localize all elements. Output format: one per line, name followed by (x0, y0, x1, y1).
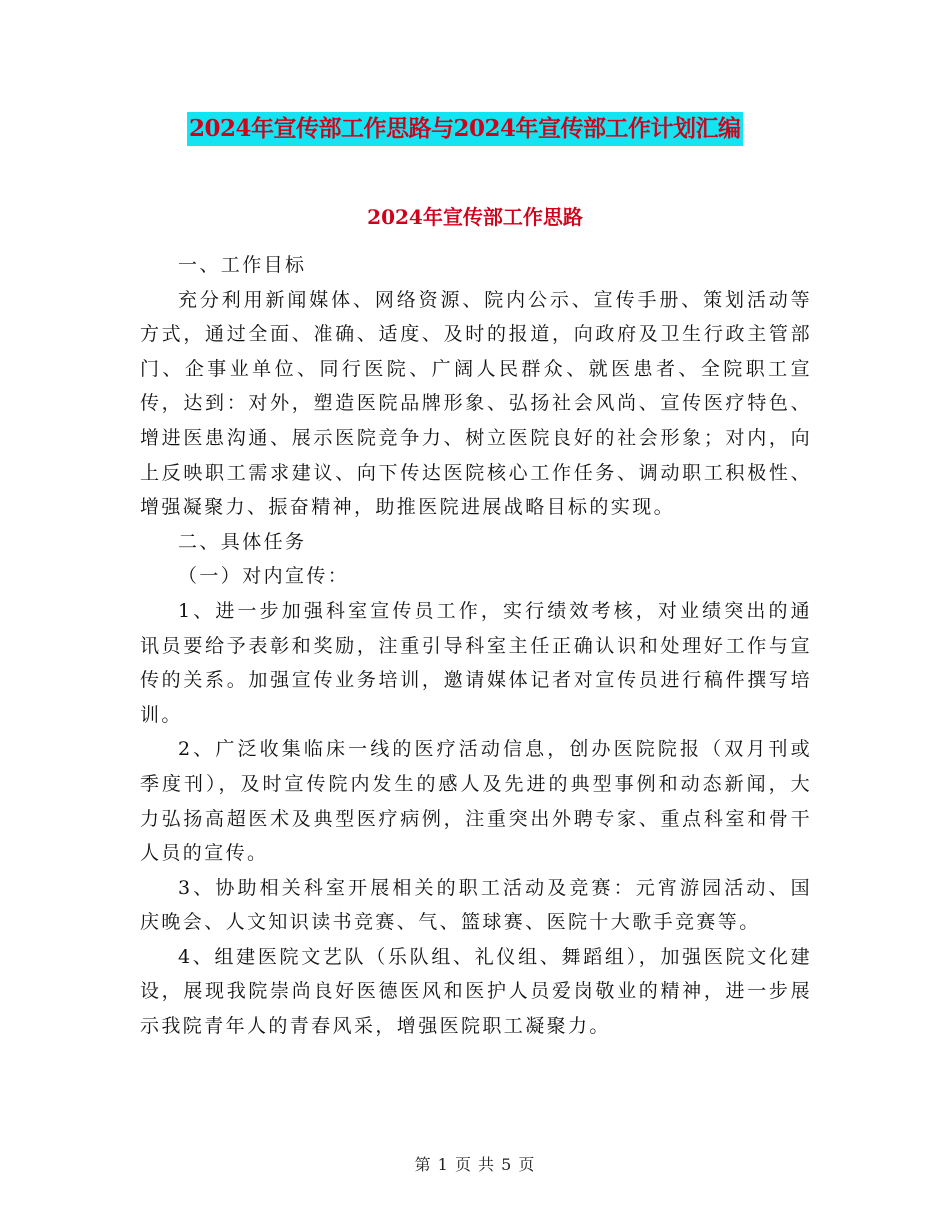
paragraph-task-1: 1、进一步加强科室宣传员工作，实行绩效考核，对业绩突出的通讯员要给予表彰和奖励，注重引导科室主任正确认识和处理好工作与宣传的关系。加强宣传业务培训，邀请媒体记者对宣传员进行稿件撰写培训。 (140, 599, 812, 726)
page-footer: 第 1 页 共 5 页 (414, 1155, 536, 1174)
subheading-internal-publicity: （一）对内宣传： (178, 565, 350, 588)
document-title: 2024年宣传部工作思路与2024年宣传部工作计划汇编 (187, 112, 743, 146)
heading-work-goal: 一、工作目标 (178, 254, 307, 276)
paragraph-work-goal: 充分利用新闻媒体、网络资源、院内公示、宣传手册、策划活动等方式，通过全面、准确、适度、及时的报道，向政府及卫生行政主管部门、企事业单位、同行医院、广阔人民群众、就医患者、全院职工宣传，达到：对外，塑造医院品牌形象、弘扬社会风尚、宣传医疗特色、增进医患沟通、展示医院竞争力、树立医院良好的社会形象；对内，向上反映职工需求建议、向下传达医院核心工作任务、调动职工积极性、增强凝聚力、振奋精神，助推医院进展战略目标的实现。 (140, 288, 812, 519)
heading-specific-tasks: 二、具体任务 (178, 530, 307, 553)
paragraph-task-2: 2、广泛收集临床一线的医疗活动信息，创办医院院报（双月刊或季度刊），及时宣传院内发生的感人及先进的典型事例和动态新闻，大力弘扬高超医术及典型医疗病例，注重突出外聘专家、重点科室和骨干人员的宣传。 (140, 738, 812, 865)
section-title: 2024年宣传部工作思路 (367, 205, 583, 229)
paragraph-task-4: 4、组建医院文艺队（乐队组、礼仪组、舞蹈组），加强医院文化建设，展现我院崇尚良好医德医风和医护人员爱岗敬业的精神，进一步展示我院青年人的青春风采，增强医院职工凝聚力。 (140, 945, 812, 1038)
paragraph-task-3: 3、协助相关科室开展相关的职工活动及竞赛：元宵游园活动、国庆晚会、人文知识读书竞赛、气、篮球赛、医院十大歌手竞赛等。 (140, 876, 812, 934)
document-body (140, 248, 812, 1044)
